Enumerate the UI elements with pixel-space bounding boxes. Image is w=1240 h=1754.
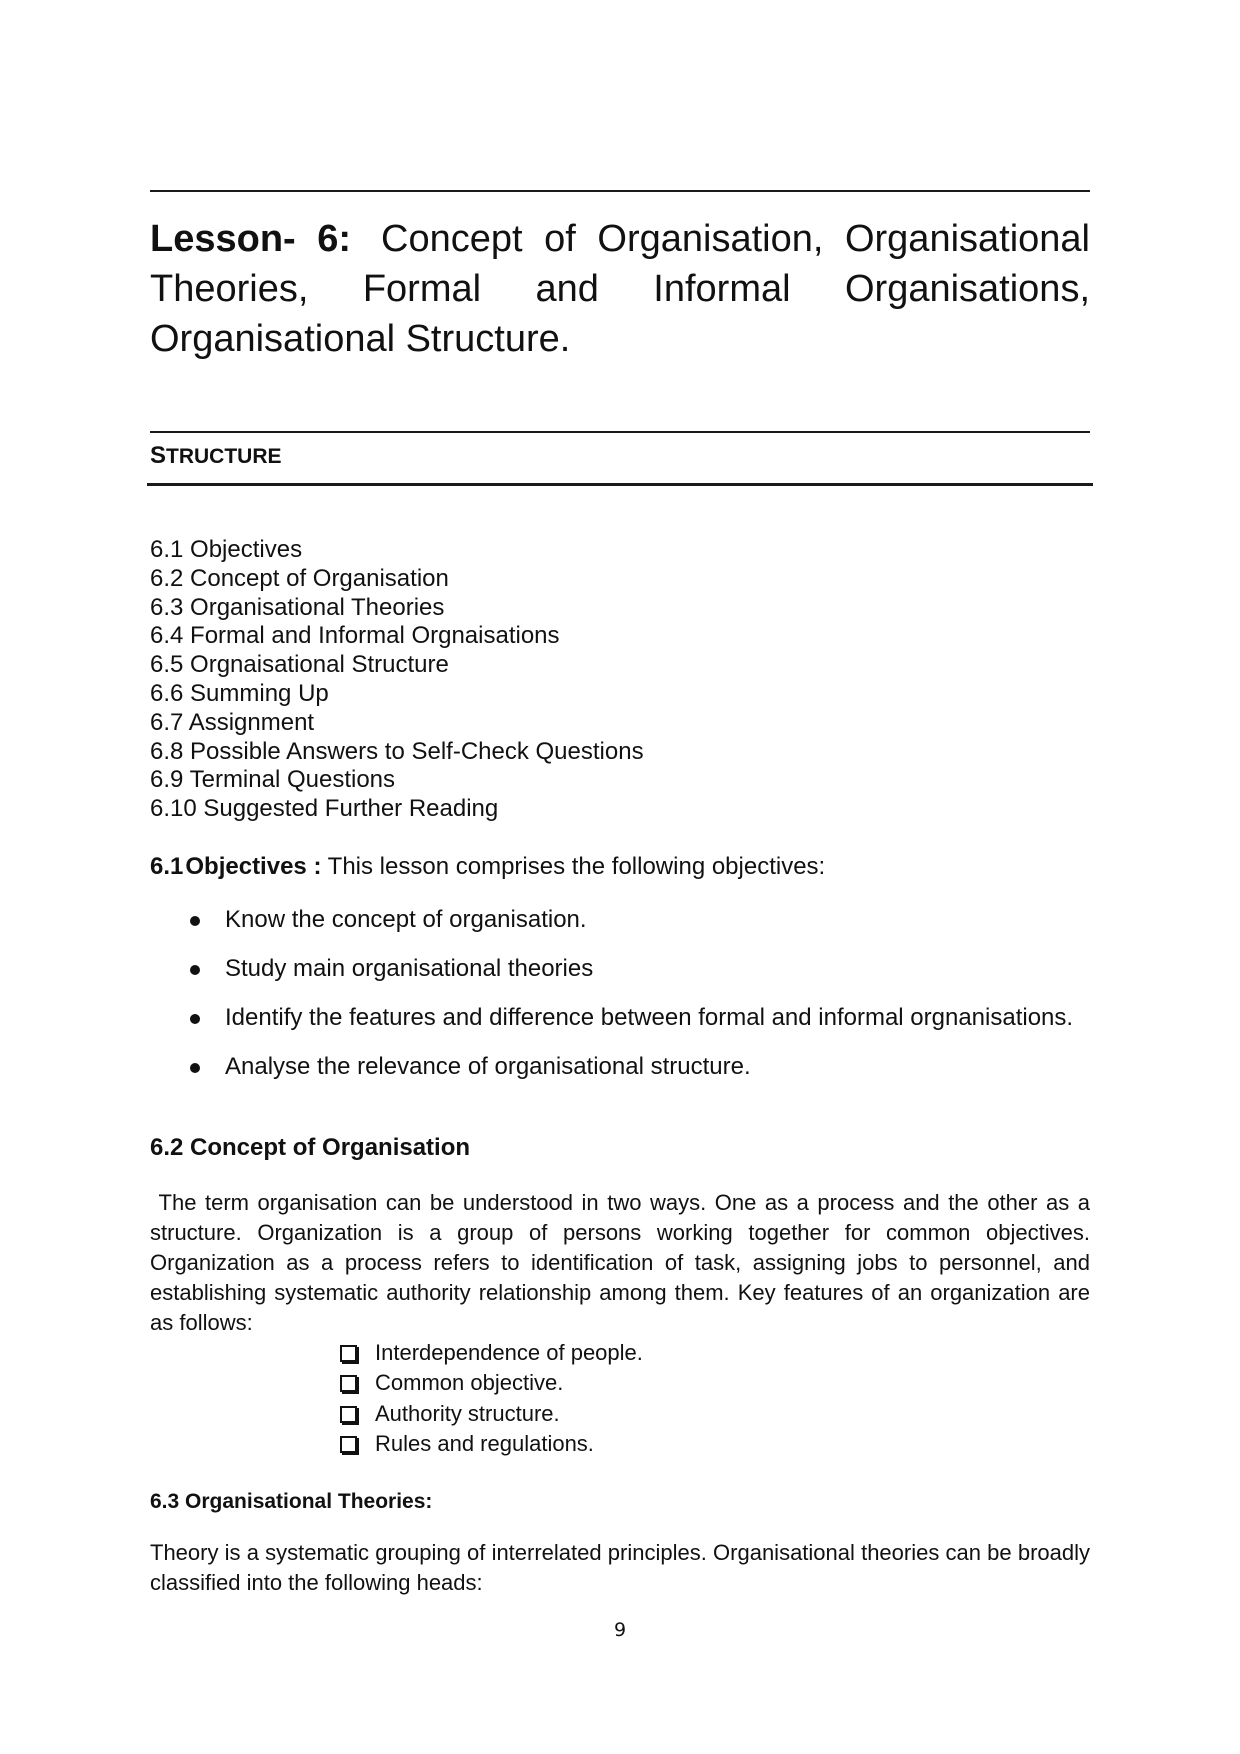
checkbox-bullet-icon — [340, 1406, 357, 1423]
structure-item: 6.5 Orgnaisational Structure — [150, 651, 449, 679]
lesson-title-text: Concept of Organisation, Organisational Theories, Formal and Informal Organisations, Organisational Structure. — [150, 218, 1090, 360]
concept-paragraph — [150, 1188, 1090, 1338]
objectives-label: Objectives : — [185, 853, 322, 880]
lesson-title — [150, 214, 1090, 364]
theories-heading: 6.3 Organisational Theories: — [150, 1490, 433, 1513]
list-item — [150, 1052, 1090, 1081]
theories-paragraph: Theory is a systematic grouping of interrelated principles. Organisational theories can be broadly classified into the following heads: — [150, 1540, 1090, 1595]
structure-heading — [150, 441, 282, 472]
structure-item: 6.3 Organisational Theories — [150, 593, 445, 621]
concept-paragraph-text: The term organisation can be understood in two ways. One as a process and the other as a structure. Organization is a group of persons working together for common objectives. Organization as a process refers to identification of task, assigning jobs to personnel, and establishing systematic authority relationship among them. Key features of an organization are as follows: — [150, 1190, 1090, 1335]
list-item — [150, 1003, 1090, 1032]
feature-text: Rules and regulations. — [375, 1430, 594, 1456]
list-item — [338, 1368, 643, 1398]
structure-heading-initial: S — [150, 442, 167, 469]
objectives-number: 6.1 — [150, 853, 184, 880]
structure-item: 6.7 Assignment — [150, 708, 315, 736]
list-item — [338, 1399, 643, 1429]
objective-text: Study main organisational theories — [225, 955, 594, 982]
structure-item: 6.1 Objectives — [150, 536, 303, 563]
structure-list — [150, 536, 644, 824]
feature-text: Authority structure. — [375, 1400, 560, 1426]
structure-item: 6.8 Possible Answers to Self-Check Questions — [150, 737, 644, 765]
structure-top-rule — [150, 431, 1090, 433]
objective-text: Know the concept of organisation. — [225, 906, 587, 933]
lesson-number: Lesson- 6: — [150, 218, 352, 260]
bullet-icon — [190, 965, 200, 975]
list-item — [338, 1338, 643, 1368]
page-number: 9 — [613, 1619, 627, 1641]
bullet-icon — [190, 1014, 200, 1024]
bullet-icon — [190, 1063, 200, 1073]
structure-heading-rest: TRUCTURE — [166, 445, 282, 468]
top-rule — [150, 190, 1090, 192]
objectives-heading — [150, 852, 825, 882]
structure-item: 6.6 Summing Up — [150, 679, 329, 707]
checkbox-bullet-icon — [340, 1345, 357, 1362]
structure-item: 6.10 Suggested Further Reading — [150, 795, 499, 823]
objective-text: Analyse the relevance of organisational structure. — [225, 1053, 751, 1080]
checkbox-bullet-icon — [340, 1375, 357, 1392]
features-list — [338, 1338, 643, 1459]
list-item — [150, 905, 1090, 934]
feature-text: Common objective. — [375, 1370, 564, 1396]
structure-item: 6.2 Concept of Organisation — [150, 564, 449, 592]
concept-heading: 6.2 Concept of Organisation — [150, 1134, 471, 1161]
objectives-list — [150, 905, 1090, 1101]
structure-item: 6.9 Terminal Questions — [150, 766, 396, 794]
feature-text: Interdependence of people. — [375, 1340, 643, 1365]
structure-item: 6.4 Formal and Informal Orgnaisations — [150, 622, 560, 650]
structure-bottom-rule — [147, 483, 1093, 486]
list-item — [338, 1429, 643, 1459]
objective-text: Identify the features and difference between formal and informal orgnanisations. — [225, 1004, 1074, 1031]
list-item — [150, 954, 1090, 983]
checkbox-bullet-icon — [340, 1436, 357, 1453]
objectives-intro: This lesson comprises the following objectives: — [327, 853, 826, 880]
bullet-icon — [190, 916, 200, 926]
